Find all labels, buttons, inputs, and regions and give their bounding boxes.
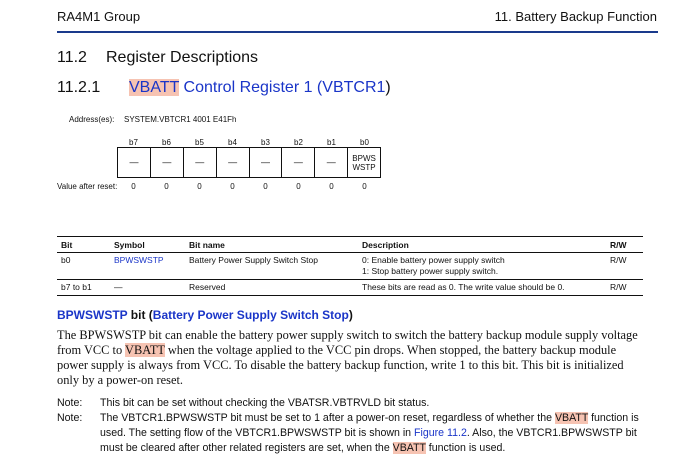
register-diagram xyxy=(117,147,381,178)
bit-table xyxy=(57,236,643,296)
col-header-bit: Bit xyxy=(57,237,110,253)
reset-value: 0 xyxy=(197,182,202,191)
desc-line: 0: Enable battery power supply switch xyxy=(362,255,505,265)
cell-bitname: Battery Power Supply Switch Stop xyxy=(185,253,358,280)
section-title: Register Descriptions xyxy=(106,49,259,66)
cell-description: These bits are read as 0. The write value should be 0. xyxy=(358,280,606,296)
col-header-description: Description xyxy=(358,237,606,253)
note-segment: function is used. xyxy=(425,442,506,454)
subsection-number: 11.2.1 xyxy=(57,79,101,96)
reset-value: 0 xyxy=(296,182,301,191)
reset-value: 0 xyxy=(263,182,268,191)
bit-label: b7 xyxy=(129,138,138,147)
note-text: This bit can be set without checking the VBATSR.VBTRVLD bit status. xyxy=(100,397,430,409)
bit-description-paragraph xyxy=(57,328,647,388)
figure-link[interactable]: Figure 11.2 xyxy=(414,427,467,439)
vbatt-highlight[interactable]: VBATT xyxy=(129,79,180,96)
note-segment: function is used. The setting flow of the VBTCR1.BPWSWSTP bit is shown in xyxy=(100,412,639,439)
vbatt-highlight: VBATT xyxy=(392,442,426,454)
note-segment: The VBTCR1.BPWSWSTP bit must be set to 1 after a power-on reset, regardless of whether the xyxy=(100,412,555,424)
bit-label: b2 xyxy=(294,138,303,147)
note-text xyxy=(100,411,657,456)
paragraph-text: when the voltage applied to the VCC pin drops. When stopped, the battery backup module power supply is always from VCC. To disable the battery backup function, write 1 to this bit. This bit is initialized only by a power-on reset. xyxy=(57,343,624,387)
desc-line: 1: Stop battery power supply switch. xyxy=(362,266,499,276)
reset-value: 0 xyxy=(164,182,169,191)
note-item xyxy=(57,411,657,456)
note-segment: . Also, the VBTCR1.BPWSWSTP bit must be cleared after other related registers are set, when the xyxy=(100,427,637,454)
vbatt-highlight: VBATT xyxy=(125,343,165,357)
register-cell: — xyxy=(151,148,184,177)
table-row xyxy=(57,280,643,296)
note-label: Note: xyxy=(57,397,83,409)
header-rule xyxy=(57,31,658,33)
cell-description xyxy=(358,253,606,280)
col-header-symbol: Symbol xyxy=(110,237,185,253)
bit-label: b5 xyxy=(195,138,204,147)
reset-value: 0 xyxy=(230,182,235,191)
register-cell: — xyxy=(250,148,283,177)
bit-label: b0 xyxy=(360,138,369,147)
register-cell: — xyxy=(217,148,250,177)
header-group: RA4M1 Group xyxy=(57,9,141,24)
bit-label: b1 xyxy=(327,138,336,147)
col-header-rw: R/W xyxy=(606,237,643,253)
bit-section-close: ) xyxy=(348,308,353,322)
register-cell: — xyxy=(315,148,348,177)
bit-section-word: bit ( xyxy=(127,308,153,322)
table-header-row xyxy=(57,237,643,253)
register-cell: — xyxy=(118,148,151,177)
register-cell-bpwswstp: BPWS WSTP xyxy=(352,153,376,172)
address-label: Address(es): xyxy=(69,115,115,124)
reset-label: Value after reset: xyxy=(57,182,118,191)
vbatt-highlight: VBATT xyxy=(554,412,589,424)
register-cell: — xyxy=(184,148,217,177)
subsection-title xyxy=(129,79,391,97)
cell-rw: R/W xyxy=(606,280,643,296)
bit-label: b3 xyxy=(261,138,270,147)
note-item xyxy=(57,396,657,411)
table-row xyxy=(57,253,643,280)
reset-value: 0 xyxy=(329,182,334,191)
bit-label: b4 xyxy=(228,138,237,147)
notes-block xyxy=(57,396,657,456)
reset-value: 0 xyxy=(362,182,367,191)
note-label: Note: xyxy=(57,412,83,424)
subsection-abbr-link[interactable]: VBTCR1 xyxy=(322,79,386,96)
register-cell: — xyxy=(282,148,315,177)
bit-section-heading xyxy=(57,308,353,322)
section-number: 11.2 xyxy=(57,49,87,66)
paragraph-text: The BPWSWSTP bit can enable the battery power supply switch to switch the battery backup module supply voltage from VCC to xyxy=(57,328,638,357)
header-chapter: 11. Battery Backup Function xyxy=(494,9,657,24)
col-header-bitname: Bit name xyxy=(185,237,358,253)
cell-rw: R/W xyxy=(606,253,643,280)
cell-symbol: — xyxy=(110,280,185,296)
reset-value: 0 xyxy=(131,182,136,191)
bit-name-link[interactable]: Battery Power Supply Switch Stop xyxy=(152,308,349,322)
address-value[interactable]: SYSTEM.VBTCR1 4001 E41Fh xyxy=(124,115,237,124)
bit-symbol-link[interactable]: BPWSWSTP xyxy=(57,308,128,322)
bit-label: b6 xyxy=(162,138,171,147)
cell-bit: b0 xyxy=(57,253,110,280)
cell-bitname: Reserved xyxy=(185,280,358,296)
cell-bit: b7 to b1 xyxy=(57,280,110,296)
subsection-title-link[interactable]: Control Register 1 ( xyxy=(179,79,323,96)
cell-symbol-link[interactable]: BPWSWSTP xyxy=(110,253,185,280)
subsection-title-close: ) xyxy=(385,79,391,96)
